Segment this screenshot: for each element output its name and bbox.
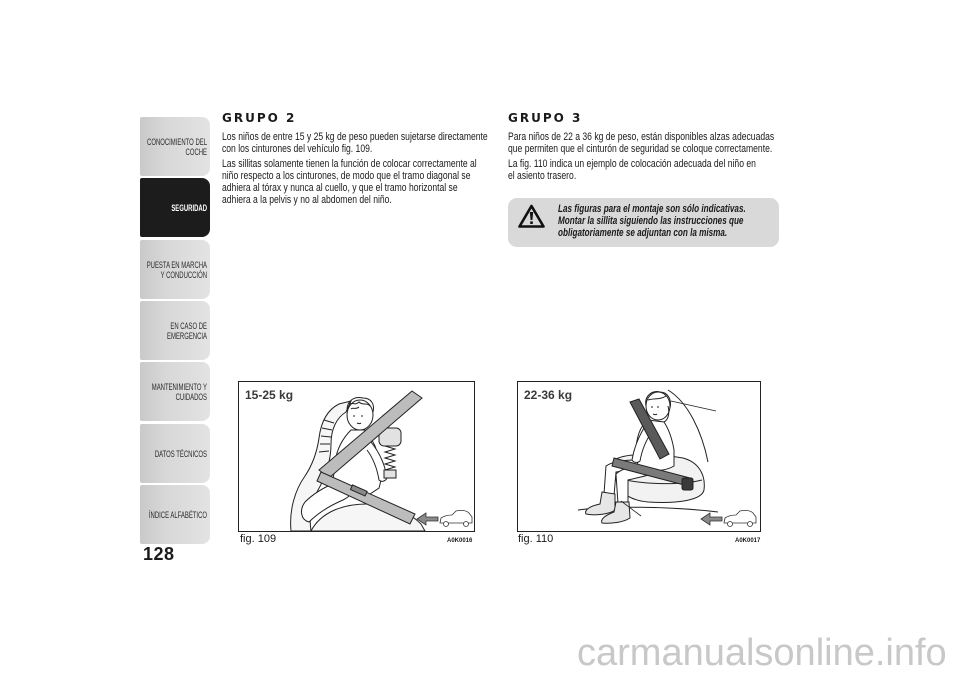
car-wheel <box>728 522 733 527</box>
sidebar-tab-indice-alfabetico[interactable] <box>140 485 210 544</box>
warning-line: obligatoriamente se adjuntan con la misma. <box>558 227 728 239</box>
paragraph-line: niño respecto a los cinturones, de modo que el tramo diagonal se <box>222 170 471 182</box>
sidebar-tab-seguridad[interactable] <box>140 178 210 237</box>
body-text <box>222 131 503 206</box>
sidebar-tab-label-line: DATOS TÉCNICOS <box>154 448 207 459</box>
sidebar-tab-mantenimiento[interactable] <box>140 362 210 421</box>
figure-109 <box>238 381 475 532</box>
paragraph-line: Los niños de entre 15 y 25 kg de peso pueden sujetarse directamente <box>222 131 488 143</box>
paragraph-line: Para niños de 22 a 36 kg de peso, están disponibles alzas adecuadas <box>508 131 775 143</box>
direction-indicator <box>701 510 756 526</box>
figure-caption: fig. 110 <box>518 533 554 545</box>
warning-line: Montar la sillita siguiendo las instrucciones que <box>558 215 744 227</box>
sidebar-tab-label-line: SEGURIDAD <box>171 202 207 213</box>
retractor-spring <box>385 446 395 470</box>
paragraph-line: adhiera a la pelvis y no al abdomen del niño. <box>222 194 392 206</box>
page-number: 128 <box>143 544 175 564</box>
body-text <box>508 131 789 182</box>
warning-icon <box>518 204 545 228</box>
car-icon <box>724 510 756 526</box>
sidebar-tab-label-line: EMERGENCIA <box>167 330 207 341</box>
paragraph-line: Las sillitas solamente tienen la función de colocar correctamente al <box>222 158 477 170</box>
sidebar-tab-label <box>141 321 207 341</box>
sidebar-tab-label-line: CONOCIMIENTO DEL <box>147 136 207 147</box>
sidebar-tab-label-line: MANTENIMIENTO Y <box>151 381 207 392</box>
sidebar-tab-label-line: COCHE <box>185 146 207 157</box>
paragraph <box>222 158 503 206</box>
retractor-base <box>384 470 396 478</box>
car-wheel <box>464 522 469 527</box>
child-boot-back <box>586 492 615 515</box>
warning-line: Las figuras para el montaje son sólo indicativas. <box>558 203 746 215</box>
warning-text <box>558 203 750 239</box>
paragraph <box>508 131 789 155</box>
arrow-left-icon <box>701 513 722 525</box>
watermark: carmanualsonline.info <box>577 632 947 674</box>
sidebar-tab-label-line: CUIDADOS <box>175 391 207 402</box>
child-booster-illustration <box>239 382 474 531</box>
car-wheel <box>444 522 449 527</box>
warning-box <box>508 198 779 247</box>
section-grupo-3 <box>508 111 868 185</box>
paragraph-line: el asiento trasero. <box>508 170 577 182</box>
paragraph-line: con los cinturones del vehículo fig. 109. <box>222 143 373 155</box>
sidebar-tab-label-line: ÍNDICE ALFABÉTICO <box>148 509 207 520</box>
figure-code: A0K0017 <box>735 538 761 544</box>
sidebar-tab-label-line: PUESTA EN MARCHA <box>146 259 207 270</box>
child-cushion-illustration <box>518 382 760 531</box>
figure-code: A0K0016 <box>447 538 473 544</box>
figure-110 <box>517 381 761 532</box>
sidebar-tab-label <box>141 382 207 402</box>
sidebar-tab-label <box>141 510 207 520</box>
sidebar-tab-label-line: EN CASO DE <box>170 320 207 331</box>
sidebar-tab-conocimiento-del-coche[interactable] <box>140 117 210 176</box>
sidebar-tab-label <box>141 449 207 459</box>
car-body <box>724 510 756 523</box>
sidebar-tab-label <box>141 137 207 157</box>
sidebar-tab-label-line: Y CONDUCCIÓN <box>160 269 207 280</box>
child-head <box>646 392 670 420</box>
paragraph <box>222 131 503 155</box>
car-icon <box>440 510 472 526</box>
sidebar-tab-puesta-en-marcha[interactable] <box>140 240 210 299</box>
sidebar-tab-datos-tecnicos[interactable] <box>140 424 210 483</box>
section-heading: GRUPO 2 <box>222 111 297 125</box>
direction-indicator <box>417 510 472 526</box>
sidebar-tab-en-caso-de-emergencia[interactable] <box>140 301 210 360</box>
sidebar-tab-label <box>141 260 207 280</box>
section-heading: GRUPO 3 <box>508 111 583 125</box>
exclamation-dot <box>530 221 533 224</box>
paragraph-line: que permiten que el cinturón de seguridad se coloque correctamente. <box>508 143 773 155</box>
figure-caption: fig. 109 <box>240 533 277 545</box>
sidebar-tab-label <box>141 203 207 213</box>
leader-line <box>671 401 716 411</box>
weight-label: 15-25 kg <box>245 388 294 402</box>
weight-label: 22-36 kg <box>524 388 573 402</box>
car-body <box>440 510 472 523</box>
child-head <box>347 400 373 430</box>
paragraph-line: adhiera al tórax y nunca al cuello, y que el tramo horizontal se <box>222 182 458 194</box>
belt-buckle <box>682 478 693 490</box>
exclamation-mark <box>530 212 533 220</box>
car-wheel <box>748 522 753 527</box>
paragraph-line: La fig. 110 indica un ejemplo de colocación adecuada del niño en <box>508 158 756 170</box>
paragraph <box>508 158 789 182</box>
